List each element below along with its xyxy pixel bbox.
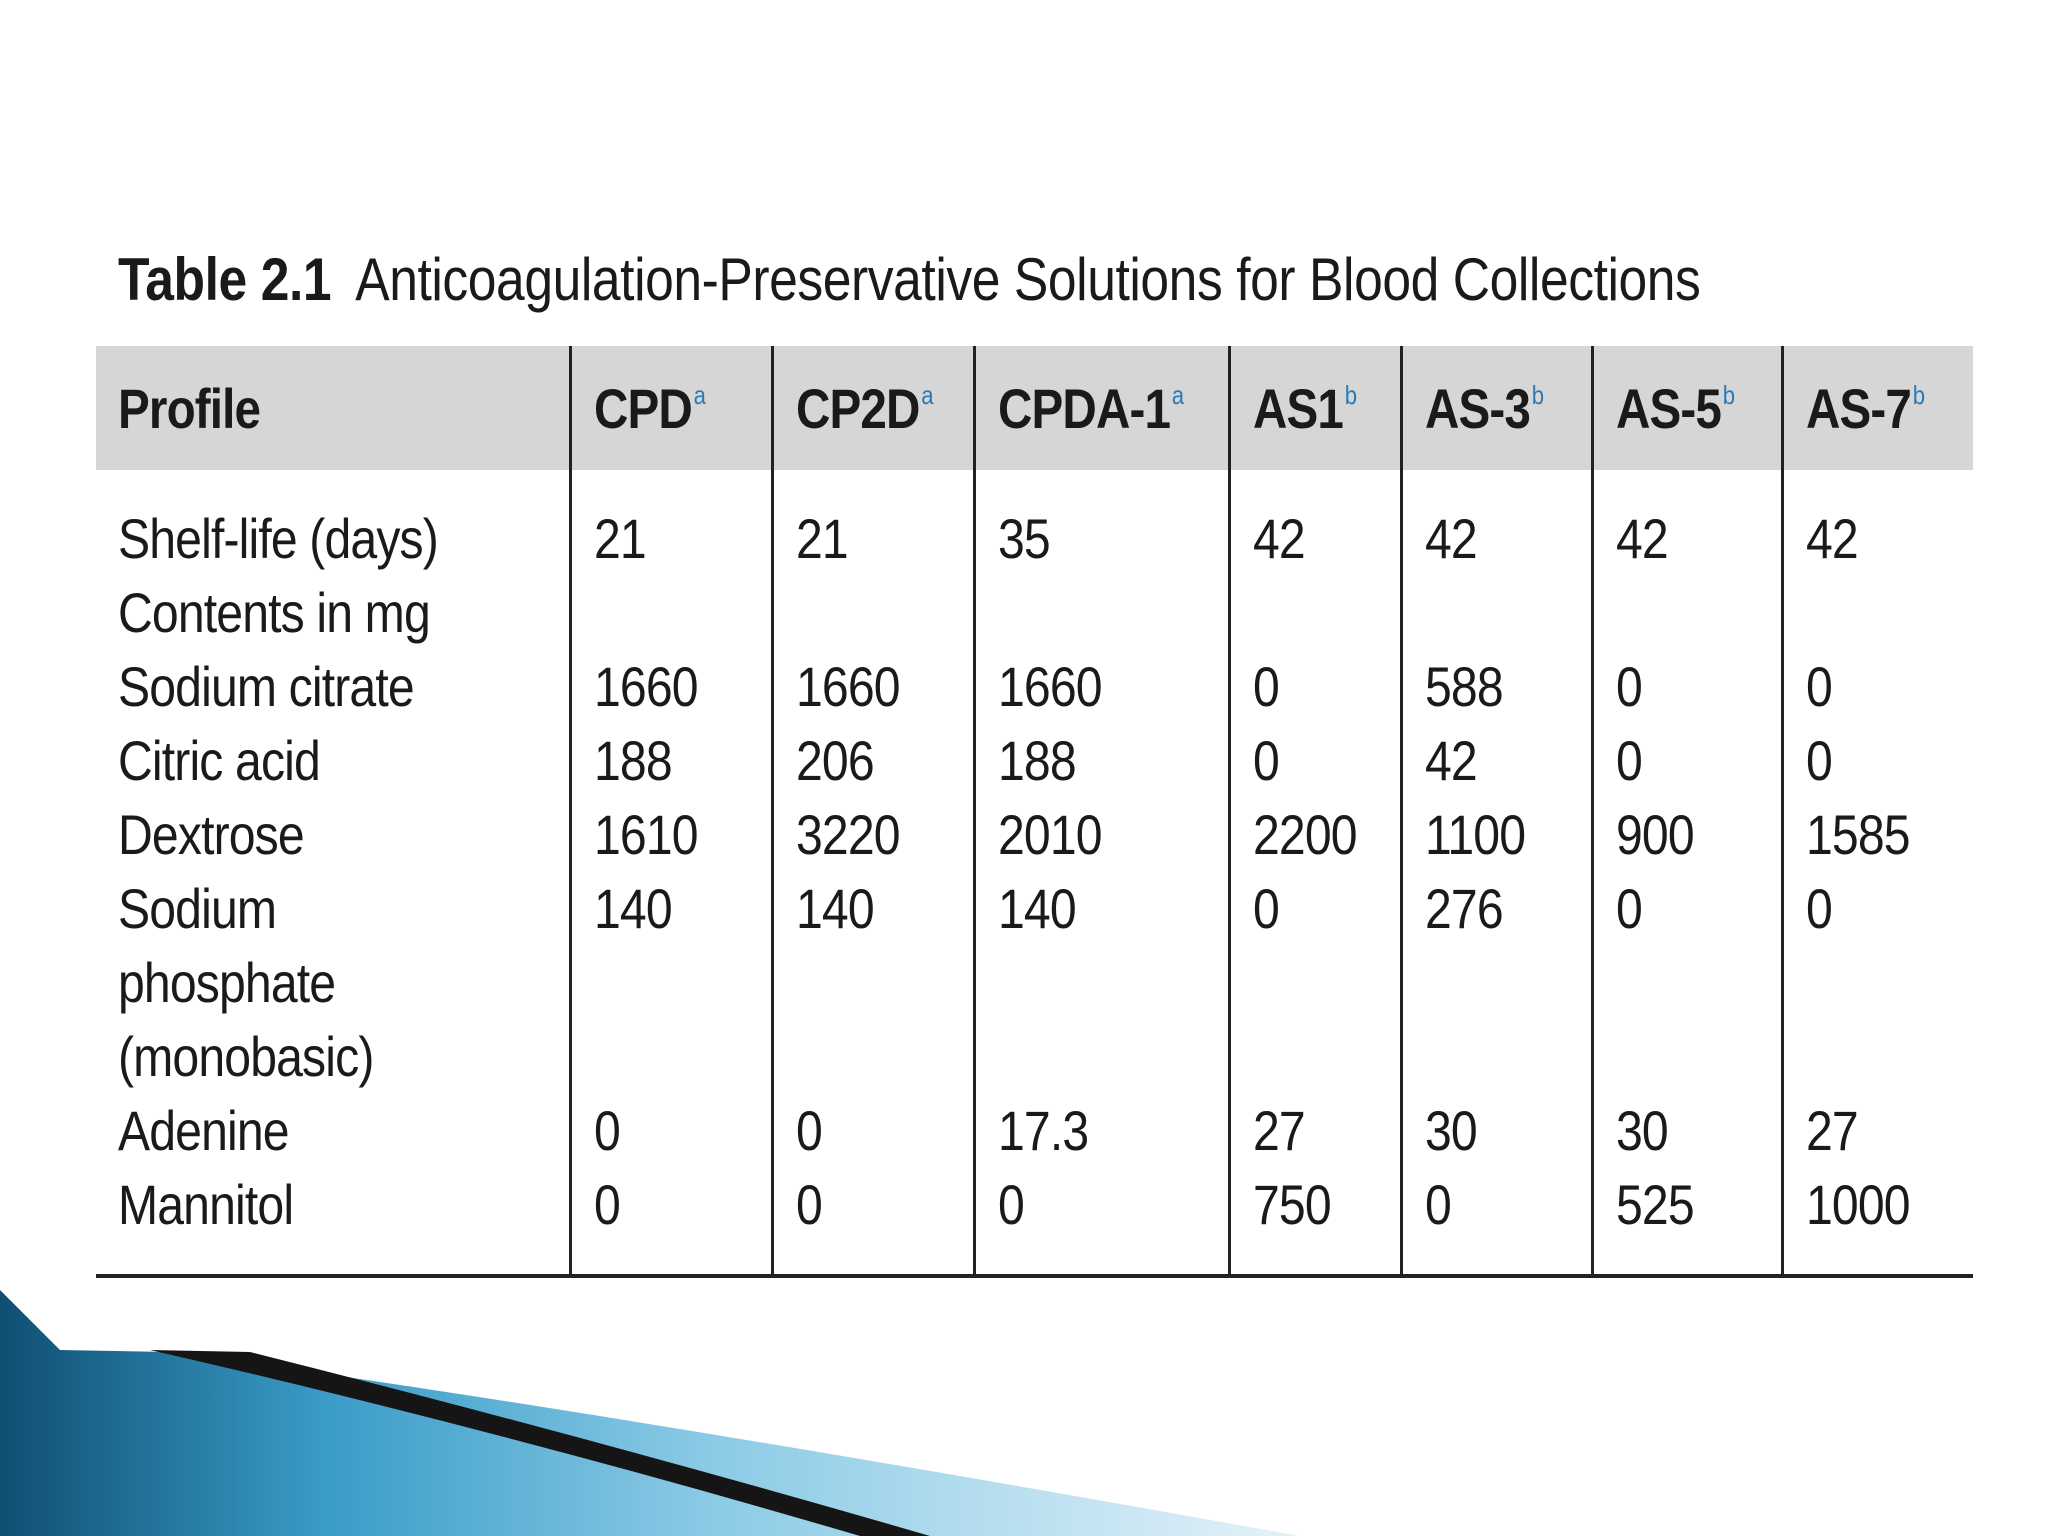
table-cell: 525 [1592, 1168, 1782, 1276]
table-title [118, 245, 1700, 314]
row-label: Sodium phosphate (monobasic) [118, 877, 374, 1088]
table-cell: 2010 [974, 798, 1229, 872]
table-cell [570, 576, 772, 650]
table-cell: 42 [1592, 470, 1782, 576]
footnote-marker: a [920, 379, 933, 410]
table-cell: 900 [1592, 798, 1782, 872]
table-cell: 276 [1401, 872, 1592, 1094]
row-label: Dextrose [118, 803, 304, 866]
table-cell: 2200 [1229, 798, 1401, 872]
table-cell: 21 [772, 470, 974, 576]
footnote-marker: b [1344, 379, 1356, 410]
table-cell: 21 [570, 470, 772, 576]
table-cell: 35 [974, 470, 1229, 576]
table-cell: 0 [1592, 650, 1782, 724]
table-cell: 42 [1229, 470, 1401, 576]
swoosh-white-notch [58, 1290, 1300, 1348]
header-profile: Profile [96, 346, 570, 470]
table-row-citric-acid [96, 724, 1973, 798]
table-row-contents [96, 576, 1973, 650]
table-cell: 0 [1782, 872, 1973, 1094]
row-label: Mannitol [118, 1173, 294, 1236]
table-caption: Anticoagulation-Preservative Solutions for Blood Collections [355, 246, 1701, 313]
table-cell: 0 [1401, 1168, 1592, 1276]
table-row-sodium-citrate [96, 650, 1973, 724]
table-row-mannitol [96, 1168, 1973, 1276]
table-row-dextrose [96, 798, 1973, 872]
table-row-sodium-phosphate [96, 872, 1973, 1094]
table-cell [1592, 576, 1782, 650]
table-cell: 27 [1782, 1094, 1973, 1168]
footnote-marker: a [1171, 379, 1183, 410]
header-cp2d: $CP2D^a$ [772, 346, 974, 470]
table-cell [1401, 576, 1592, 650]
table-cell: 206 [772, 724, 974, 798]
row-label: Sodium citrate [118, 655, 414, 718]
header-as-5: AS-5$^b$ [1592, 346, 1782, 470]
header-cpda-1: CPDA-1$^a$ [974, 346, 1229, 470]
table-cell: 0 [1592, 724, 1782, 798]
table-cell: 0 [1782, 650, 1973, 724]
table-cell: 1610 [570, 798, 772, 872]
table-cell: 140 [570, 872, 772, 1094]
table-cell: 0 [570, 1094, 772, 1168]
table-cell: 0 [772, 1094, 974, 1168]
table-cell: 0 [1782, 724, 1973, 798]
table-cell [1782, 576, 1973, 650]
table-cell: 17.3 [974, 1094, 1229, 1168]
table-cell: 1100 [1401, 798, 1592, 872]
table-cell: 0 [1229, 872, 1401, 1094]
table-cell: 140 [974, 872, 1229, 1094]
table-cell: 0 [1229, 724, 1401, 798]
table-cell [772, 576, 974, 650]
table-cell: 188 [974, 724, 1229, 798]
table-cell: 27 [1229, 1094, 1401, 1168]
header-as-3: AS-3$^b$ [1401, 346, 1592, 470]
table-cell: 750 [1229, 1168, 1401, 1276]
table-cell: 588 [1401, 650, 1592, 724]
table-cell: 1660 [570, 650, 772, 724]
table-cell [1229, 576, 1401, 650]
solutions-table [96, 346, 1973, 1278]
table-cell: 1660 [772, 650, 974, 724]
footnote-marker: a [693, 379, 705, 410]
footnote-marker: b [1722, 379, 1734, 410]
row-label: Shelf-life (days) [118, 507, 438, 570]
table-cell: 1585 [1782, 798, 1973, 872]
table-cell: 0 [974, 1168, 1229, 1276]
footnote-marker: b [1531, 379, 1543, 410]
table-cell: 1660 [974, 650, 1229, 724]
table-cell: 0 [1229, 650, 1401, 724]
table-cell: 0 [1592, 872, 1782, 1094]
header-cpd: CPD$^a$ [570, 346, 772, 470]
table-cell: 0 [772, 1168, 974, 1276]
table-cell: 30 [1592, 1094, 1782, 1168]
header-row [96, 346, 1973, 470]
table-cell: 140 [772, 872, 974, 1094]
table-cell: 42 [1782, 470, 1973, 576]
table-cell: 3220 [772, 798, 974, 872]
table-cell [974, 576, 1229, 650]
table-row-adenine [96, 1094, 1973, 1168]
table-cell: 188 [570, 724, 772, 798]
header-as1: AS1$^b$ [1229, 346, 1401, 470]
table-number: Table 2.1 [118, 246, 332, 313]
table-cell: 30 [1401, 1094, 1592, 1168]
row-label: Citric acid [118, 729, 320, 792]
table-cell: 1000 [1782, 1168, 1973, 1276]
table-cell: 42 [1401, 470, 1592, 576]
row-label: Adenine [118, 1099, 289, 1162]
table-cell: 42 [1401, 724, 1592, 798]
table-cell: 0 [570, 1168, 772, 1276]
footnote-marker: b [1912, 379, 1924, 410]
row-label: Contents in mg [118, 581, 430, 644]
table-row-shelf-life [96, 470, 1973, 576]
header-as-7: AS-7$^b$ [1782, 346, 1973, 470]
decorative-swoosh [0, 1290, 1300, 1536]
